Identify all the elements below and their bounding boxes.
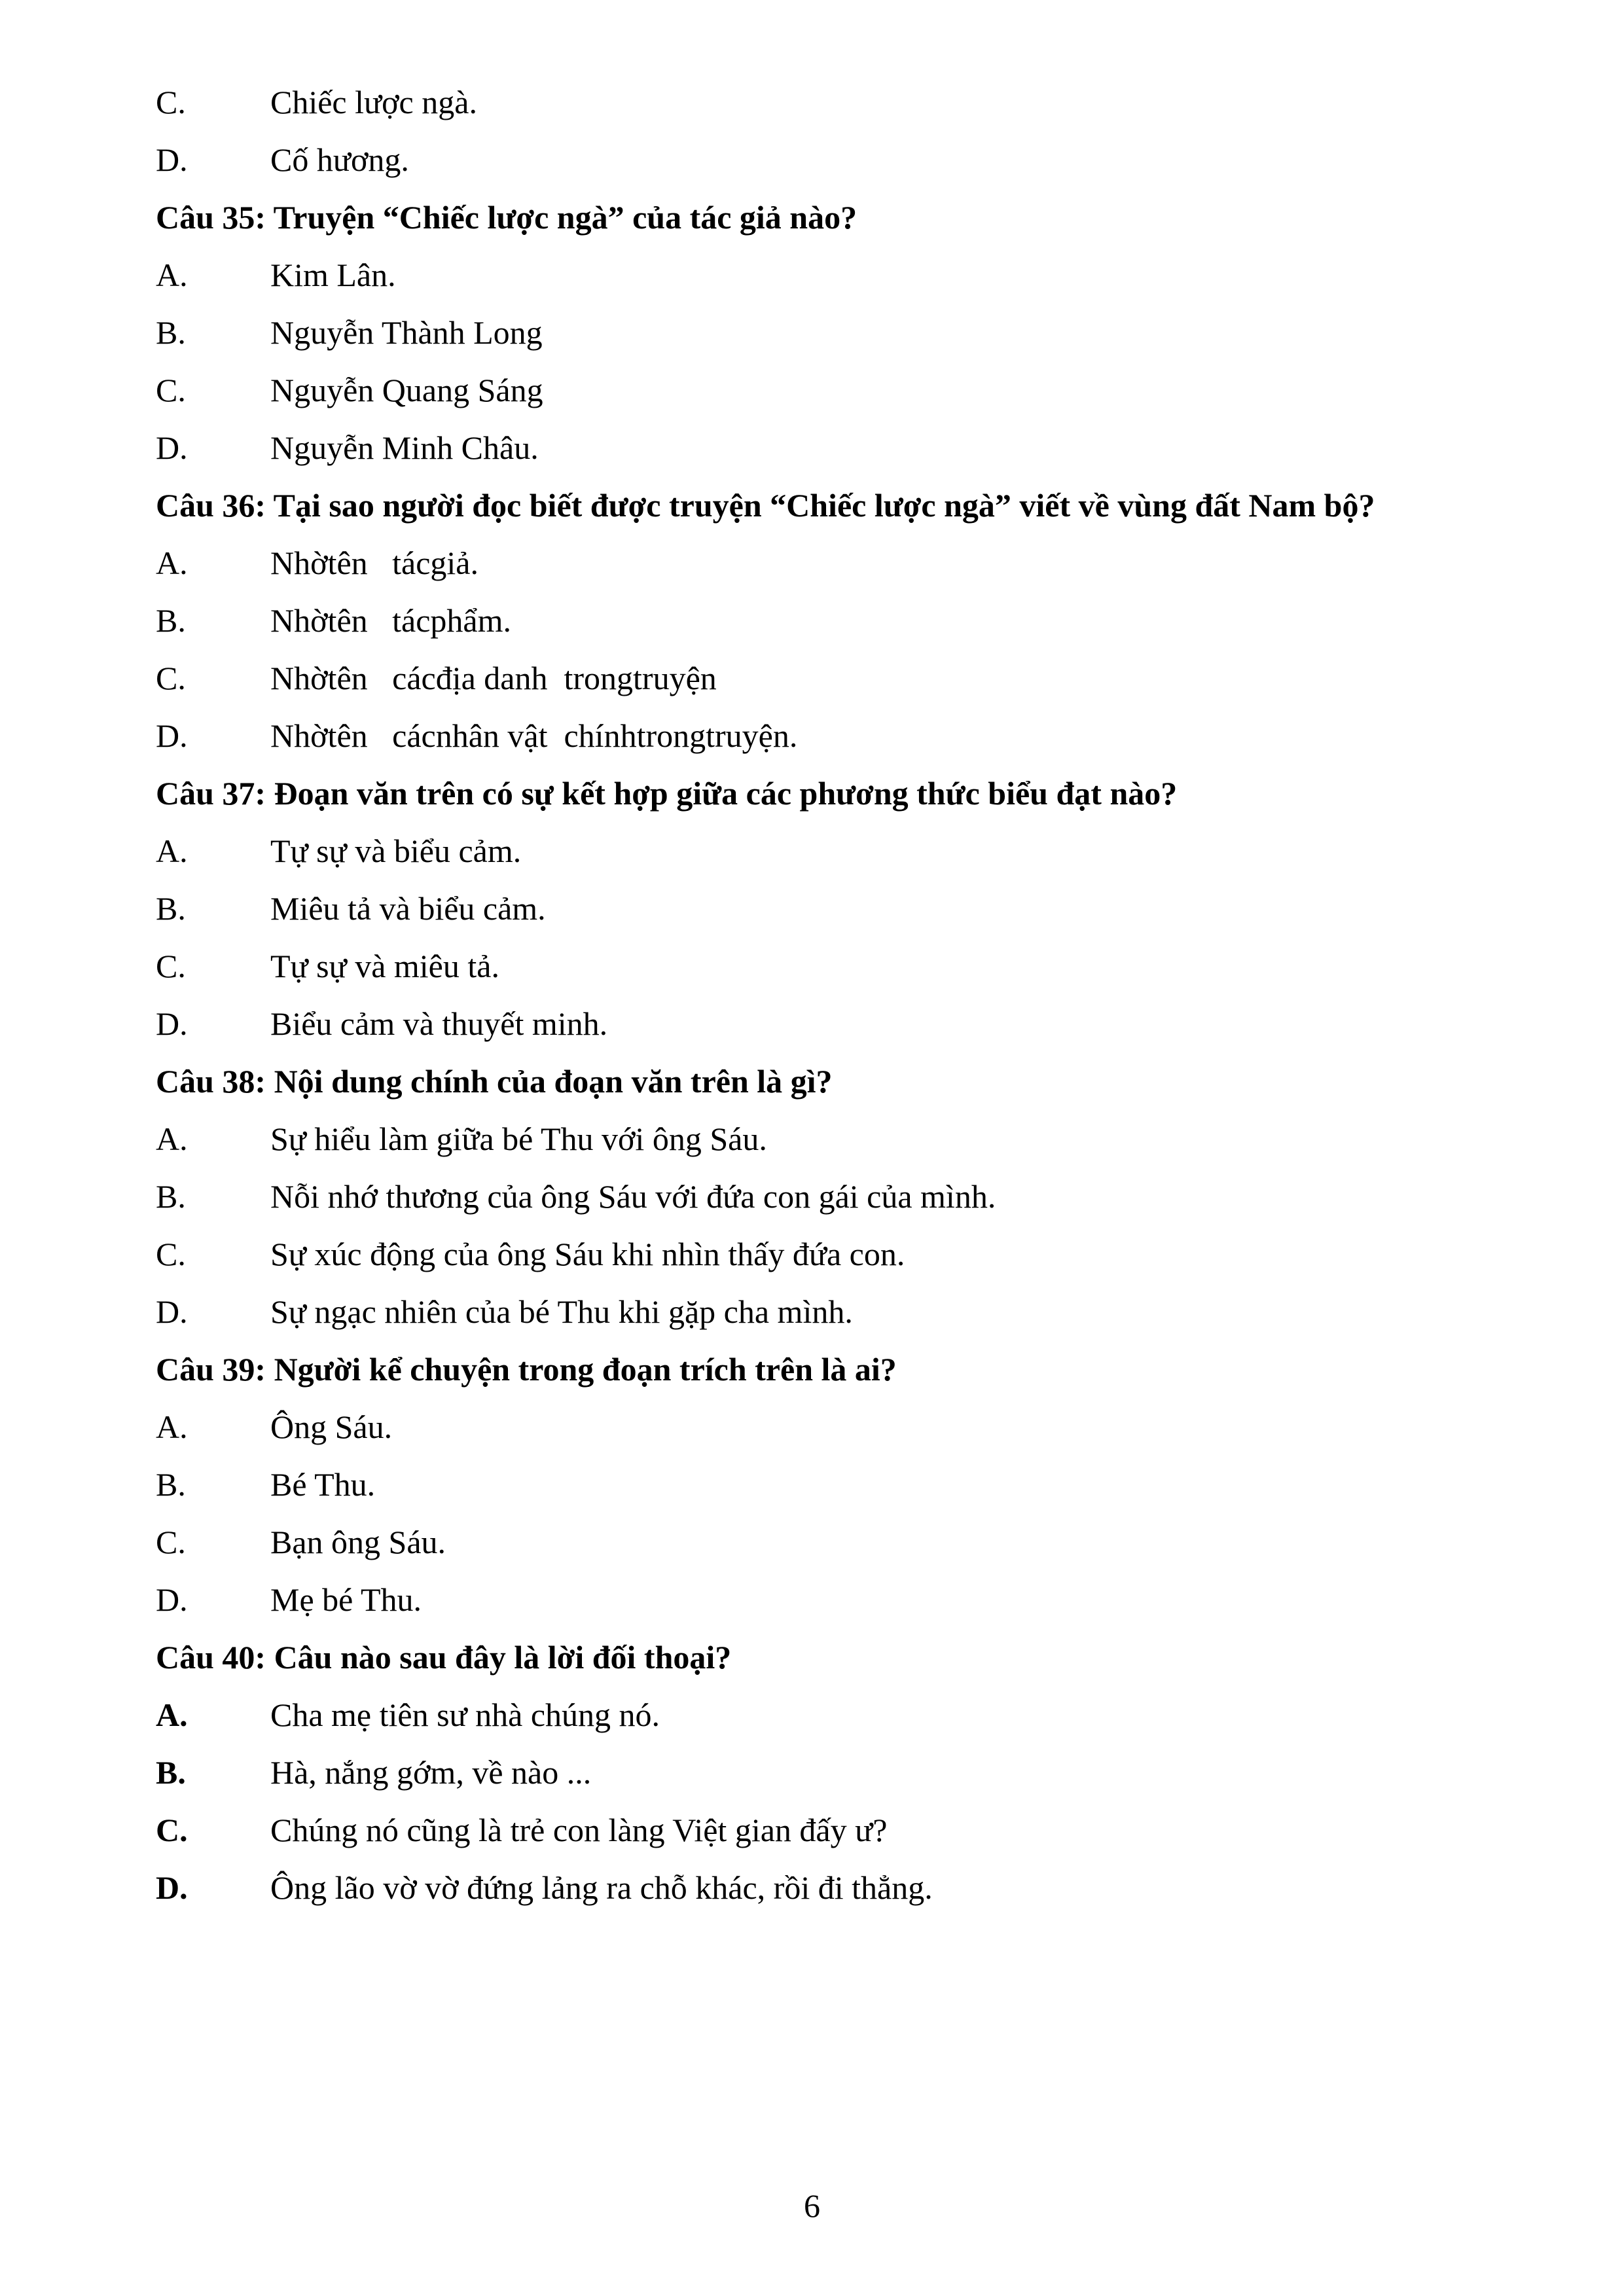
option-item: [156, 1225, 1498, 1283]
option-text: Mẹ bé Thu.: [270, 1581, 422, 1618]
option-letter: A.: [156, 833, 188, 869]
option-letter: B.: [156, 890, 186, 927]
option-letter: B.: [156, 1466, 186, 1503]
option-item: [156, 73, 1498, 131]
option-letter: B.: [156, 602, 186, 639]
option-item: [156, 1168, 1498, 1225]
option-letter: B.: [156, 1754, 186, 1791]
option-item: [156, 822, 1498, 880]
option-text: Sự ngạc nhiên của bé Thu khi gặp cha mình.: [270, 1293, 853, 1330]
option-letter: A.: [156, 545, 188, 581]
option-item: [156, 1110, 1498, 1168]
option-text: Sự hiểu làm giữa bé Thu với ông Sáu.: [270, 1121, 767, 1157]
option-item: [156, 995, 1498, 1052]
question-heading: Câu 37: Đoạn văn trên có sự kết hợp giữa các phương thức biểu đạt nào?: [156, 775, 1178, 812]
question-heading: Câu 38: Nội dung chính của đoạn văn trên là gì?: [156, 1063, 833, 1100]
option-letter: A.: [156, 1408, 188, 1445]
option-text: Cố hương.: [270, 141, 409, 178]
option-text: Chiếc lược ngà.: [270, 84, 477, 120]
option-text: Miêu tả và biểu cảm.: [270, 890, 546, 927]
option-text: Kim Lân.: [270, 257, 396, 293]
option-item: [156, 304, 1498, 361]
option-letter: B.: [156, 314, 186, 351]
option-letter: C.: [156, 372, 186, 408]
option-letter: C.: [156, 84, 186, 120]
option-text: Nhờtên cácnhân vật chínhtrongtruyện.: [270, 717, 798, 754]
option-item: [156, 1744, 1498, 1801]
option-item: [156, 131, 1498, 188]
option-item: [156, 592, 1498, 649]
option-letter: C.: [156, 1812, 188, 1848]
option-letter: D.: [156, 141, 188, 178]
option-letter: D.: [156, 1581, 188, 1618]
option-text: Ông lão vờ vờ đứng lảng ra chỗ khác, rồi đi thẳng.: [270, 1869, 933, 1906]
option-text: Nhờtên tácphẩm.: [270, 602, 511, 639]
question-heading: Câu 40: Câu nào sau đây là lời đối thoại?: [156, 1639, 732, 1676]
option-text: Nhờtên tácgiả.: [270, 545, 478, 581]
question-heading: Câu 36: Tại sao người đọc biết được truyện “Chiếc lược ngà” viết về vùng đất Nam bộ?: [156, 487, 1375, 524]
option-letter: D.: [156, 1869, 188, 1906]
option-text: Hà, nắng gớm, về nào ...: [270, 1754, 592, 1791]
option-letter: C.: [156, 1236, 186, 1272]
page-number: 6: [804, 2187, 820, 2224]
option-item: [156, 361, 1498, 419]
option-letter: C.: [156, 1524, 186, 1560]
option-letter: D.: [156, 717, 188, 754]
option-text: Cha mẹ tiên sư nhà chúng nó.: [270, 1696, 660, 1733]
option-letter: D.: [156, 429, 188, 466]
option-text: Nguyễn Minh Châu.: [270, 429, 539, 466]
option-item: [156, 246, 1498, 304]
option-item: [156, 1571, 1498, 1628]
option-text: Sự xúc động của ông Sáu khi nhìn thấy đứa con.: [270, 1236, 905, 1272]
option-text: Tự sự và miêu tả.: [270, 948, 499, 984]
option-text: Tự sự và biểu cảm.: [270, 833, 522, 869]
option-item: [156, 1686, 1498, 1744]
option-item: [156, 880, 1498, 937]
option-letter: D.: [156, 1005, 188, 1042]
option-item: [156, 707, 1498, 764]
option-item: [156, 649, 1498, 707]
option-letter: A.: [156, 1121, 188, 1157]
question-heading: Câu 35: Truyện “Chiếc lược ngà” của tác giả nào?: [156, 199, 857, 236]
option-item: [156, 1398, 1498, 1456]
option-item: [156, 1859, 1498, 1916]
option-text: Chúng nó cũng là trẻ con làng Việt gian đấy ư?: [270, 1812, 888, 1848]
option-item: [156, 1801, 1498, 1859]
option-letter: A.: [156, 257, 188, 293]
option-item: [156, 937, 1498, 995]
option-text: Nhờtên cácđịa danh trongtruyện: [270, 660, 717, 696]
question-heading: Câu 39: Người kể chuyện trong đoạn trích trên là ai?: [156, 1351, 897, 1388]
option-letter: A.: [156, 1696, 188, 1733]
option-text: Nỗi nhớ thương của ông Sáu với đứa con gái của mình.: [270, 1178, 996, 1215]
option-text: Ông Sáu.: [270, 1408, 393, 1445]
option-letter: D.: [156, 1293, 188, 1330]
page-content: [156, 73, 1498, 1916]
option-item: [156, 1283, 1498, 1340]
option-text: Nguyễn Quang Sáng: [270, 372, 543, 408]
option-item: [156, 1456, 1498, 1513]
option-letter: C.: [156, 948, 186, 984]
option-text: Biểu cảm và thuyết minh.: [270, 1005, 608, 1042]
option-text: Bé Thu.: [270, 1466, 376, 1503]
option-item: [156, 1513, 1498, 1571]
option-letter: B.: [156, 1178, 186, 1215]
option-letter: C.: [156, 660, 186, 696]
option-text: Bạn ông Sáu.: [270, 1524, 446, 1560]
option-item: [156, 419, 1498, 476]
option-item: [156, 534, 1498, 592]
option-text: Nguyễn Thành Long: [270, 314, 543, 351]
